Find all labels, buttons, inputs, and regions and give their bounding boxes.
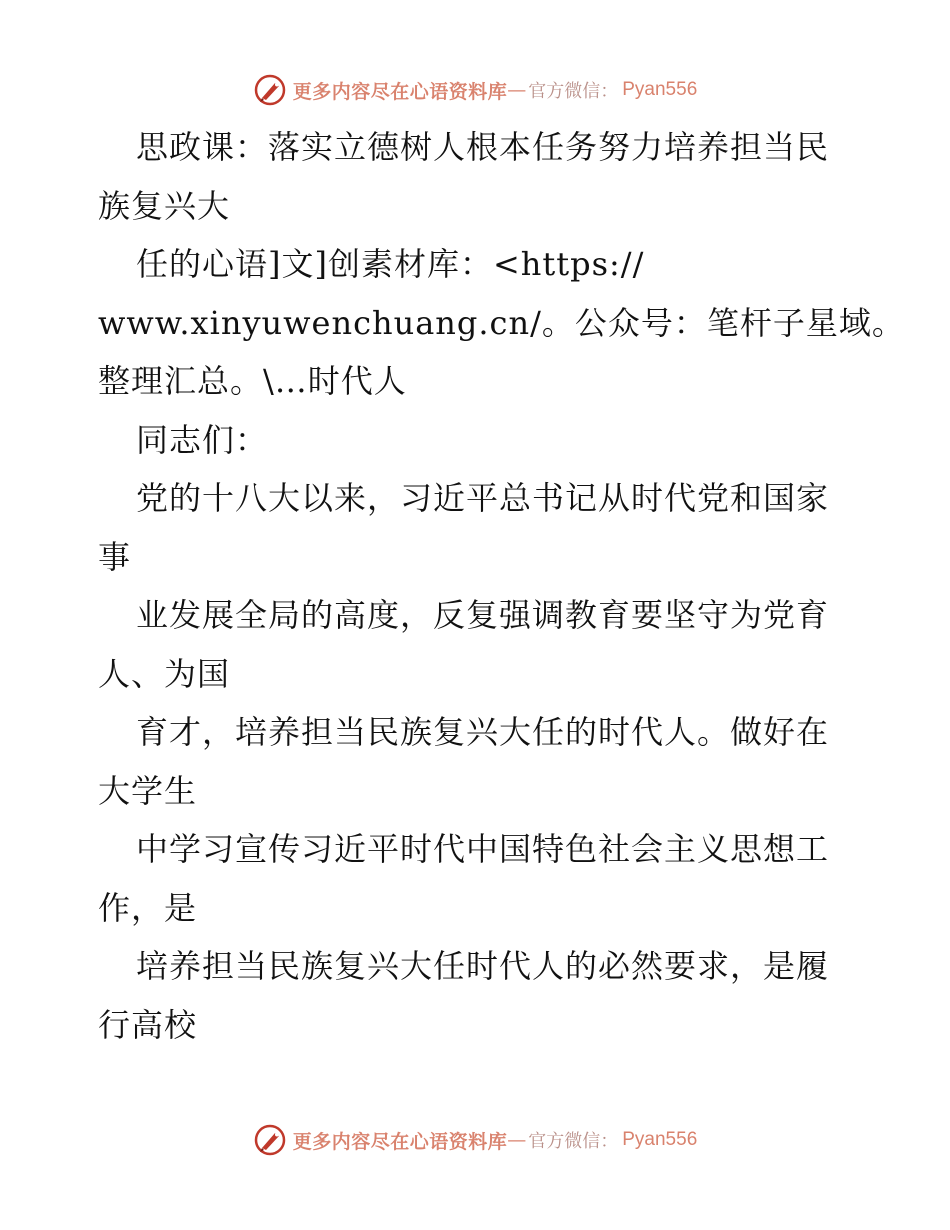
body-line: 作，是	[98, 888, 198, 927]
body-line: 培养担当民族复兴大任时代人的必然要求，是履	[136, 947, 830, 985]
pen-logo-icon	[253, 73, 287, 107]
header-banner	[0, 70, 950, 110]
body-line: 人、为国	[98, 654, 231, 693]
header-wechat-id: Pyan556	[622, 79, 698, 100]
footer-wechat-label: 官方微信：	[528, 1131, 619, 1152]
header-separator: —	[507, 79, 527, 101]
body-line: 整理汇总。\…时代人	[98, 362, 407, 400]
body-line: 党的十八大以来，习近平总书记从时代党和国家	[136, 479, 830, 517]
footer-title: 更多内容尽在心语资料库	[292, 1130, 508, 1153]
header-title: 更多内容尽在心语资料库	[292, 80, 508, 103]
body-line: 任的心语]文]创素材库：<https://	[136, 245, 645, 283]
pen-logo-icon	[253, 1123, 287, 1157]
body-line: 大学生	[98, 771, 198, 810]
header-wechat-label: 官方微信：	[528, 81, 619, 102]
body-line: 同志们：	[136, 420, 269, 459]
document-body	[98, 118, 905, 1054]
footer-banner	[0, 1120, 950, 1160]
body-line: 族复兴大	[98, 186, 231, 225]
footer-wechat-id: Pyan556	[622, 1129, 698, 1150]
footer-separator: —	[507, 1129, 527, 1151]
body-line: 事	[98, 537, 132, 576]
body-line: 业发展全局的高度，反复强调教育要坚守为党育	[136, 596, 830, 634]
body-line: 思政课：落实立德树人根本任务努力培养担当民	[136, 128, 830, 166]
body-line: 育才，培养担当民族复兴大任的时代人。做好在	[136, 713, 830, 751]
body-line: 中学习宣传习近平时代中国特色社会主义思想工	[136, 830, 830, 868]
body-line: www.xinyuwenchuang.cn/。公众号：笔杆子星域。	[98, 303, 905, 342]
body-line: 行高校	[98, 1005, 198, 1044]
